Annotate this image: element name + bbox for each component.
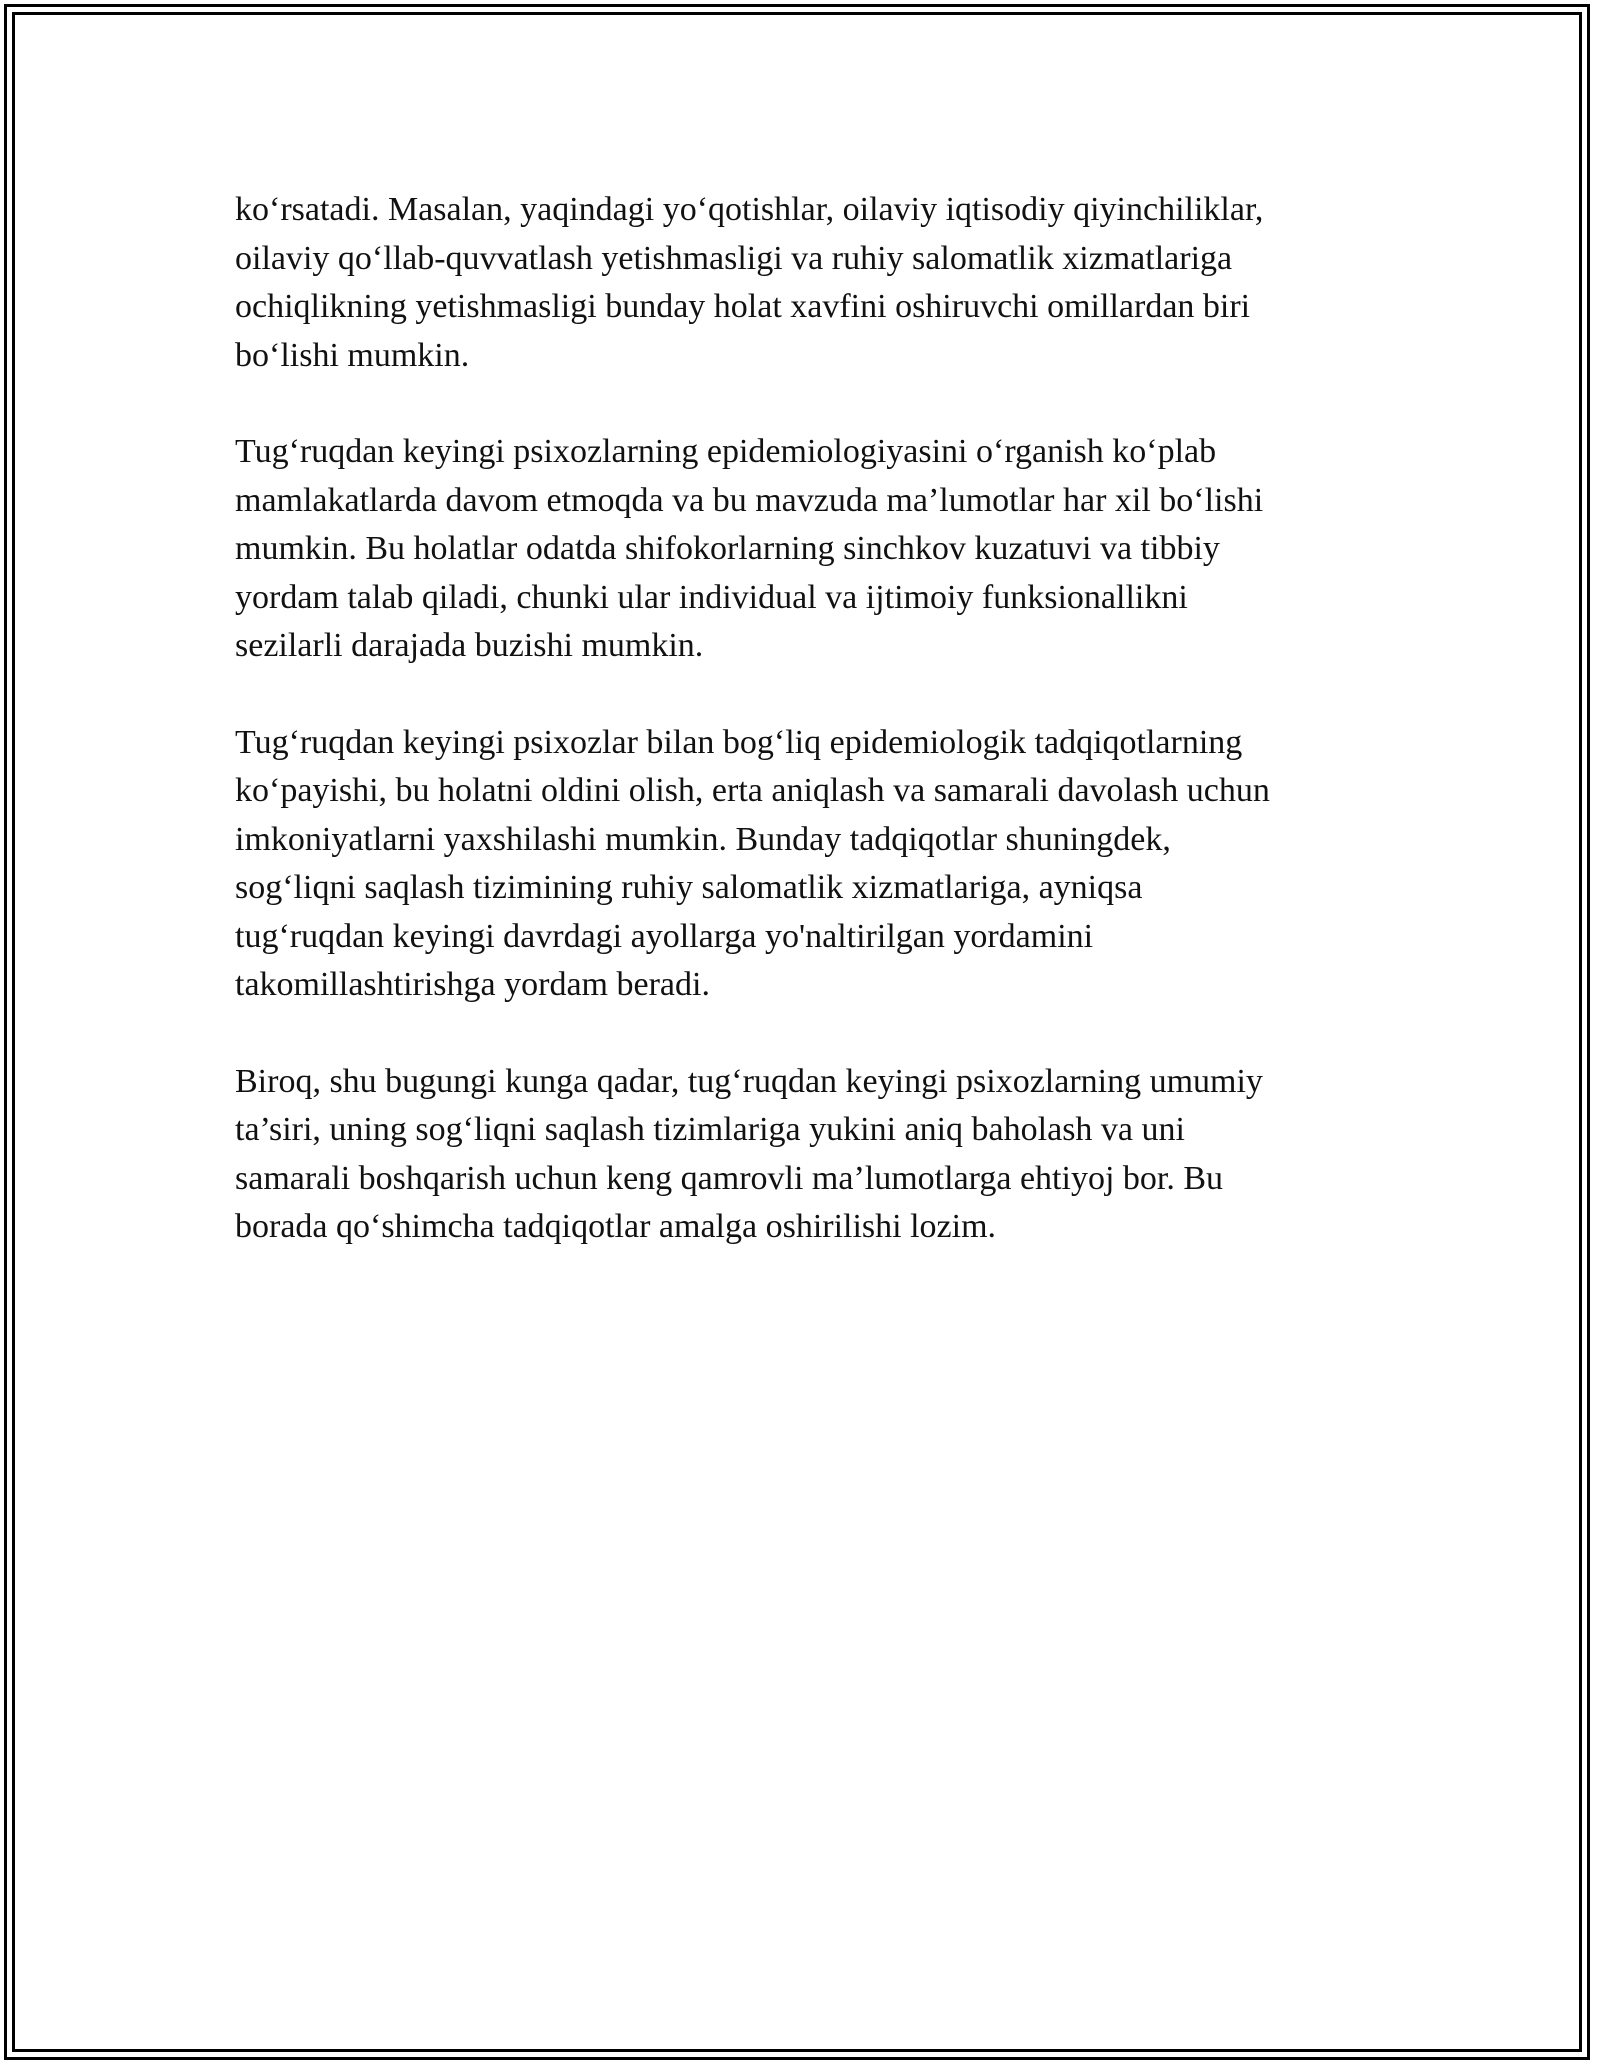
paragraph-line: Biroq, shu bugungi kunga qadar, tug‘ruqdan keyingi psixozlarning umumiy xyxy=(235,1062,1263,1100)
paragraph-line: samarali boshqarish uchun keng qamrovli ma’lumotlarga ehtiyoj bor. Bu xyxy=(235,1159,1224,1197)
paragraph-line: ta’siri, uning sog‘liqni saqlash tizimlariga yukini aniq baholash va uni xyxy=(235,1111,1185,1148)
paragraph-line: Tug‘ruqdan keyingi psixozlarning epidemiologiyasini o‘rganish ko‘plab xyxy=(235,433,1217,470)
paragraph-line: sezilarli darajada buzishi mumkin. xyxy=(235,627,704,664)
document-body xyxy=(235,186,1375,1300)
paragraph-line: takomillashtirishga yordam beradi. xyxy=(235,966,710,1003)
paragraph-line: imkoniyatlarni yaxshilashi mumkin. Bunday tadqiqotlar shuningdek, xyxy=(235,820,1171,858)
paragraph-2 xyxy=(235,428,1375,671)
paragraph-line: ochiqlikning yetishmasligi bunday holat xavfini oshiruvchi omillardan biri xyxy=(235,288,1251,325)
paragraph-line: Tug‘ruqdan keyingi psixozlar bilan bog‘liq epidemiologik tadqiqotlarning xyxy=(235,723,1243,761)
paragraph-line: oilaviy qo‘llab-quvvatlash yetishmasligi va ruhiy salomatlik xizmatlariga xyxy=(235,239,1233,277)
paragraph-line: ko‘rsatadi. Masalan, yaqindagi yo‘qotishlar, oilaviy iqtisodiy qiyinchiliklar, xyxy=(235,191,1264,228)
paragraph-line: yordam talab qiladi, chunki ular individual va ijtimoiy funksionallikni xyxy=(235,578,1188,616)
paragraph-4 xyxy=(235,1058,1375,1252)
paragraph-line: mamlakatlarda davom etmoqda va bu mavzuda ma’lumotlar har xil bo‘lishi xyxy=(235,481,1264,519)
paragraph-line: sog‘liqni saqlash tizimining ruhiy salomatlik xizmatlariga, ayniqsa xyxy=(235,869,1143,906)
paragraph-line: mumkin. Bu holatlar odatda shifokorlarning sinchkov kuzatuvi va tibbiy xyxy=(235,530,1220,567)
paragraph-line: borada qo‘shimcha tadqiqotlar amalga oshirilishi lozim. xyxy=(235,1208,997,1245)
paragraph-line: bo‘lishi mumkin. xyxy=(235,336,470,374)
paragraph-1 xyxy=(235,186,1375,380)
paragraph-line: tug‘ruqdan keyingi davrdagi ayollarga yo'naltirilgan yordamini xyxy=(235,917,1094,955)
paragraph-line: ko‘payishi, bu holatni oldini olish, erta aniqlash va samarali davolash uchun xyxy=(235,772,1270,809)
paragraph-3 xyxy=(235,719,1375,1010)
